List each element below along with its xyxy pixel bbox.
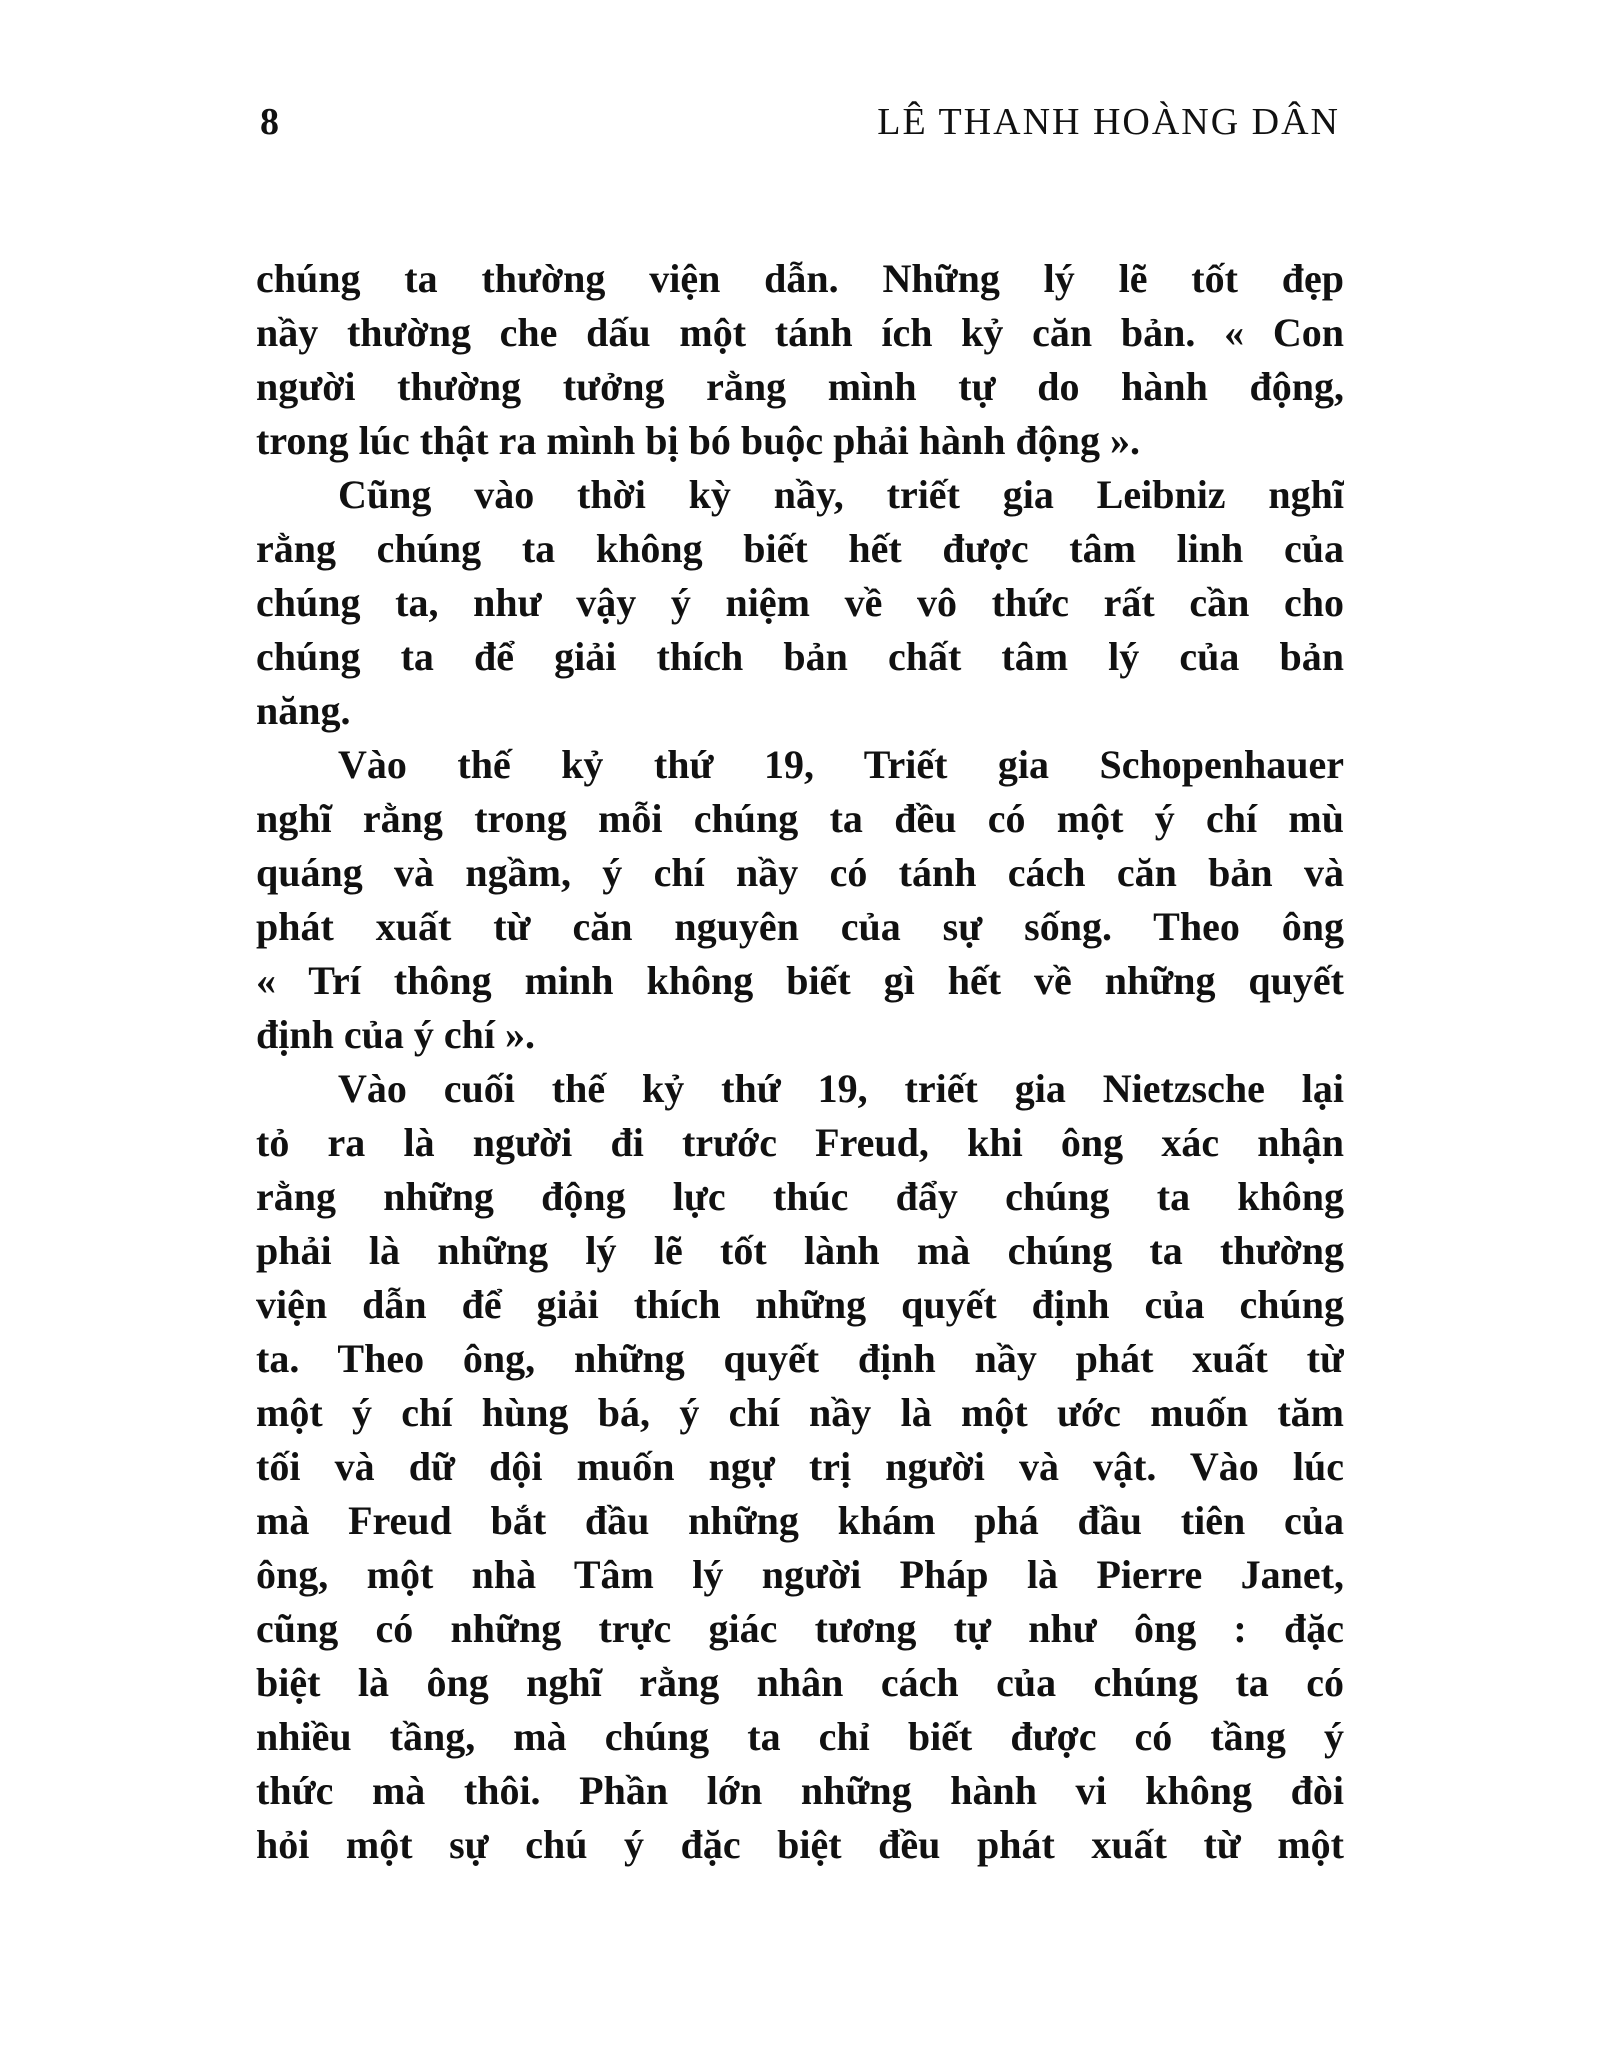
paragraph-4 (256, 1062, 1344, 1872)
text-line: ta. Theo ông, những quyết định nầy phát xuất từ (256, 1336, 1344, 1381)
text-line: tỏ ra là người đi trước Freud, khi ông xác nhận (256, 1120, 1344, 1165)
text-line: trong lúc thật ra mình bị bó buộc phải hành động ». (256, 418, 1140, 463)
paragraph-1 (256, 252, 1344, 468)
paragraph-3 (256, 738, 1344, 1062)
text-line: Vào thế kỷ thứ 19, Triết gia Schopenhauer (338, 742, 1344, 787)
text-line: nầy thường che dấu một tánh ích kỷ căn bản. « Con (256, 310, 1344, 355)
text-line: thức mà thôi. Phần lớn những hành vi không đòi (256, 1768, 1344, 1813)
text-line: định của ý chí ». (256, 1012, 535, 1057)
text-line: quáng và ngầm, ý chí nầy có tánh cách căn bản và (256, 850, 1344, 895)
text-line: nhiều tầng, mà chúng ta chỉ biết được có tầng ý (256, 1714, 1344, 1759)
paragraph-2 (256, 468, 1344, 738)
text-line: rằng chúng ta không biết hết được tâm linh của (256, 526, 1344, 571)
text-line: chúng ta để giải thích bản chất tâm lý của bản (256, 634, 1344, 679)
text-line: một ý chí hùng bá, ý chí nầy là một ước muốn tăm (256, 1390, 1344, 1435)
text-line: phải là những lý lẽ tốt lành mà chúng ta thường (256, 1228, 1344, 1273)
text-line: hỏi một sự chú ý đặc biệt đều phát xuất từ một (256, 1822, 1344, 1867)
text-line: cũng có những trực giác tương tự như ông : đặc (256, 1606, 1344, 1651)
running-title: LÊ THANH HOÀNG DÂN (877, 101, 1340, 143)
text-line: người thường tưởng rằng mình tự do hành động, (256, 364, 1344, 409)
text-line: ông, một nhà Tâm lý người Pháp là Pierre Janet, (256, 1552, 1344, 1597)
text-line: phát xuất từ căn nguyên của sự sống. Theo ông (256, 904, 1344, 949)
running-head (260, 100, 1340, 150)
text-line: chúng ta, như vậy ý niệm về vô thức rất cần cho (256, 580, 1344, 625)
text-line: Cũng vào thời kỳ nầy, triết gia Leibniz nghĩ (338, 472, 1344, 517)
text-line: năng. (256, 688, 351, 733)
body-text (256, 252, 1344, 1872)
page-number: 8 (260, 101, 280, 143)
text-line: chúng ta thường viện dẫn. Những lý lẽ tốt đẹp (256, 256, 1344, 301)
text-line: biệt là ông nghĩ rằng nhân cách của chúng ta có (256, 1660, 1344, 1705)
text-line: viện dẫn để giải thích những quyết định của chúng (256, 1282, 1344, 1327)
text-line: « Trí thông minh không biết gì hết về những quyết (256, 958, 1344, 1003)
text-line: tối và dữ dội muốn ngự trị người và vật. Vào lúc (256, 1444, 1344, 1489)
text-line: nghĩ rằng trong mỗi chúng ta đều có một ý chí mù (256, 796, 1344, 841)
text-line: rằng những động lực thúc đẩy chúng ta không (256, 1174, 1344, 1219)
text-line: Vào cuối thế kỷ thứ 19, triết gia Nietzsche lại (338, 1066, 1344, 1111)
text-line: mà Freud bắt đầu những khám phá đầu tiên của (256, 1498, 1344, 1543)
